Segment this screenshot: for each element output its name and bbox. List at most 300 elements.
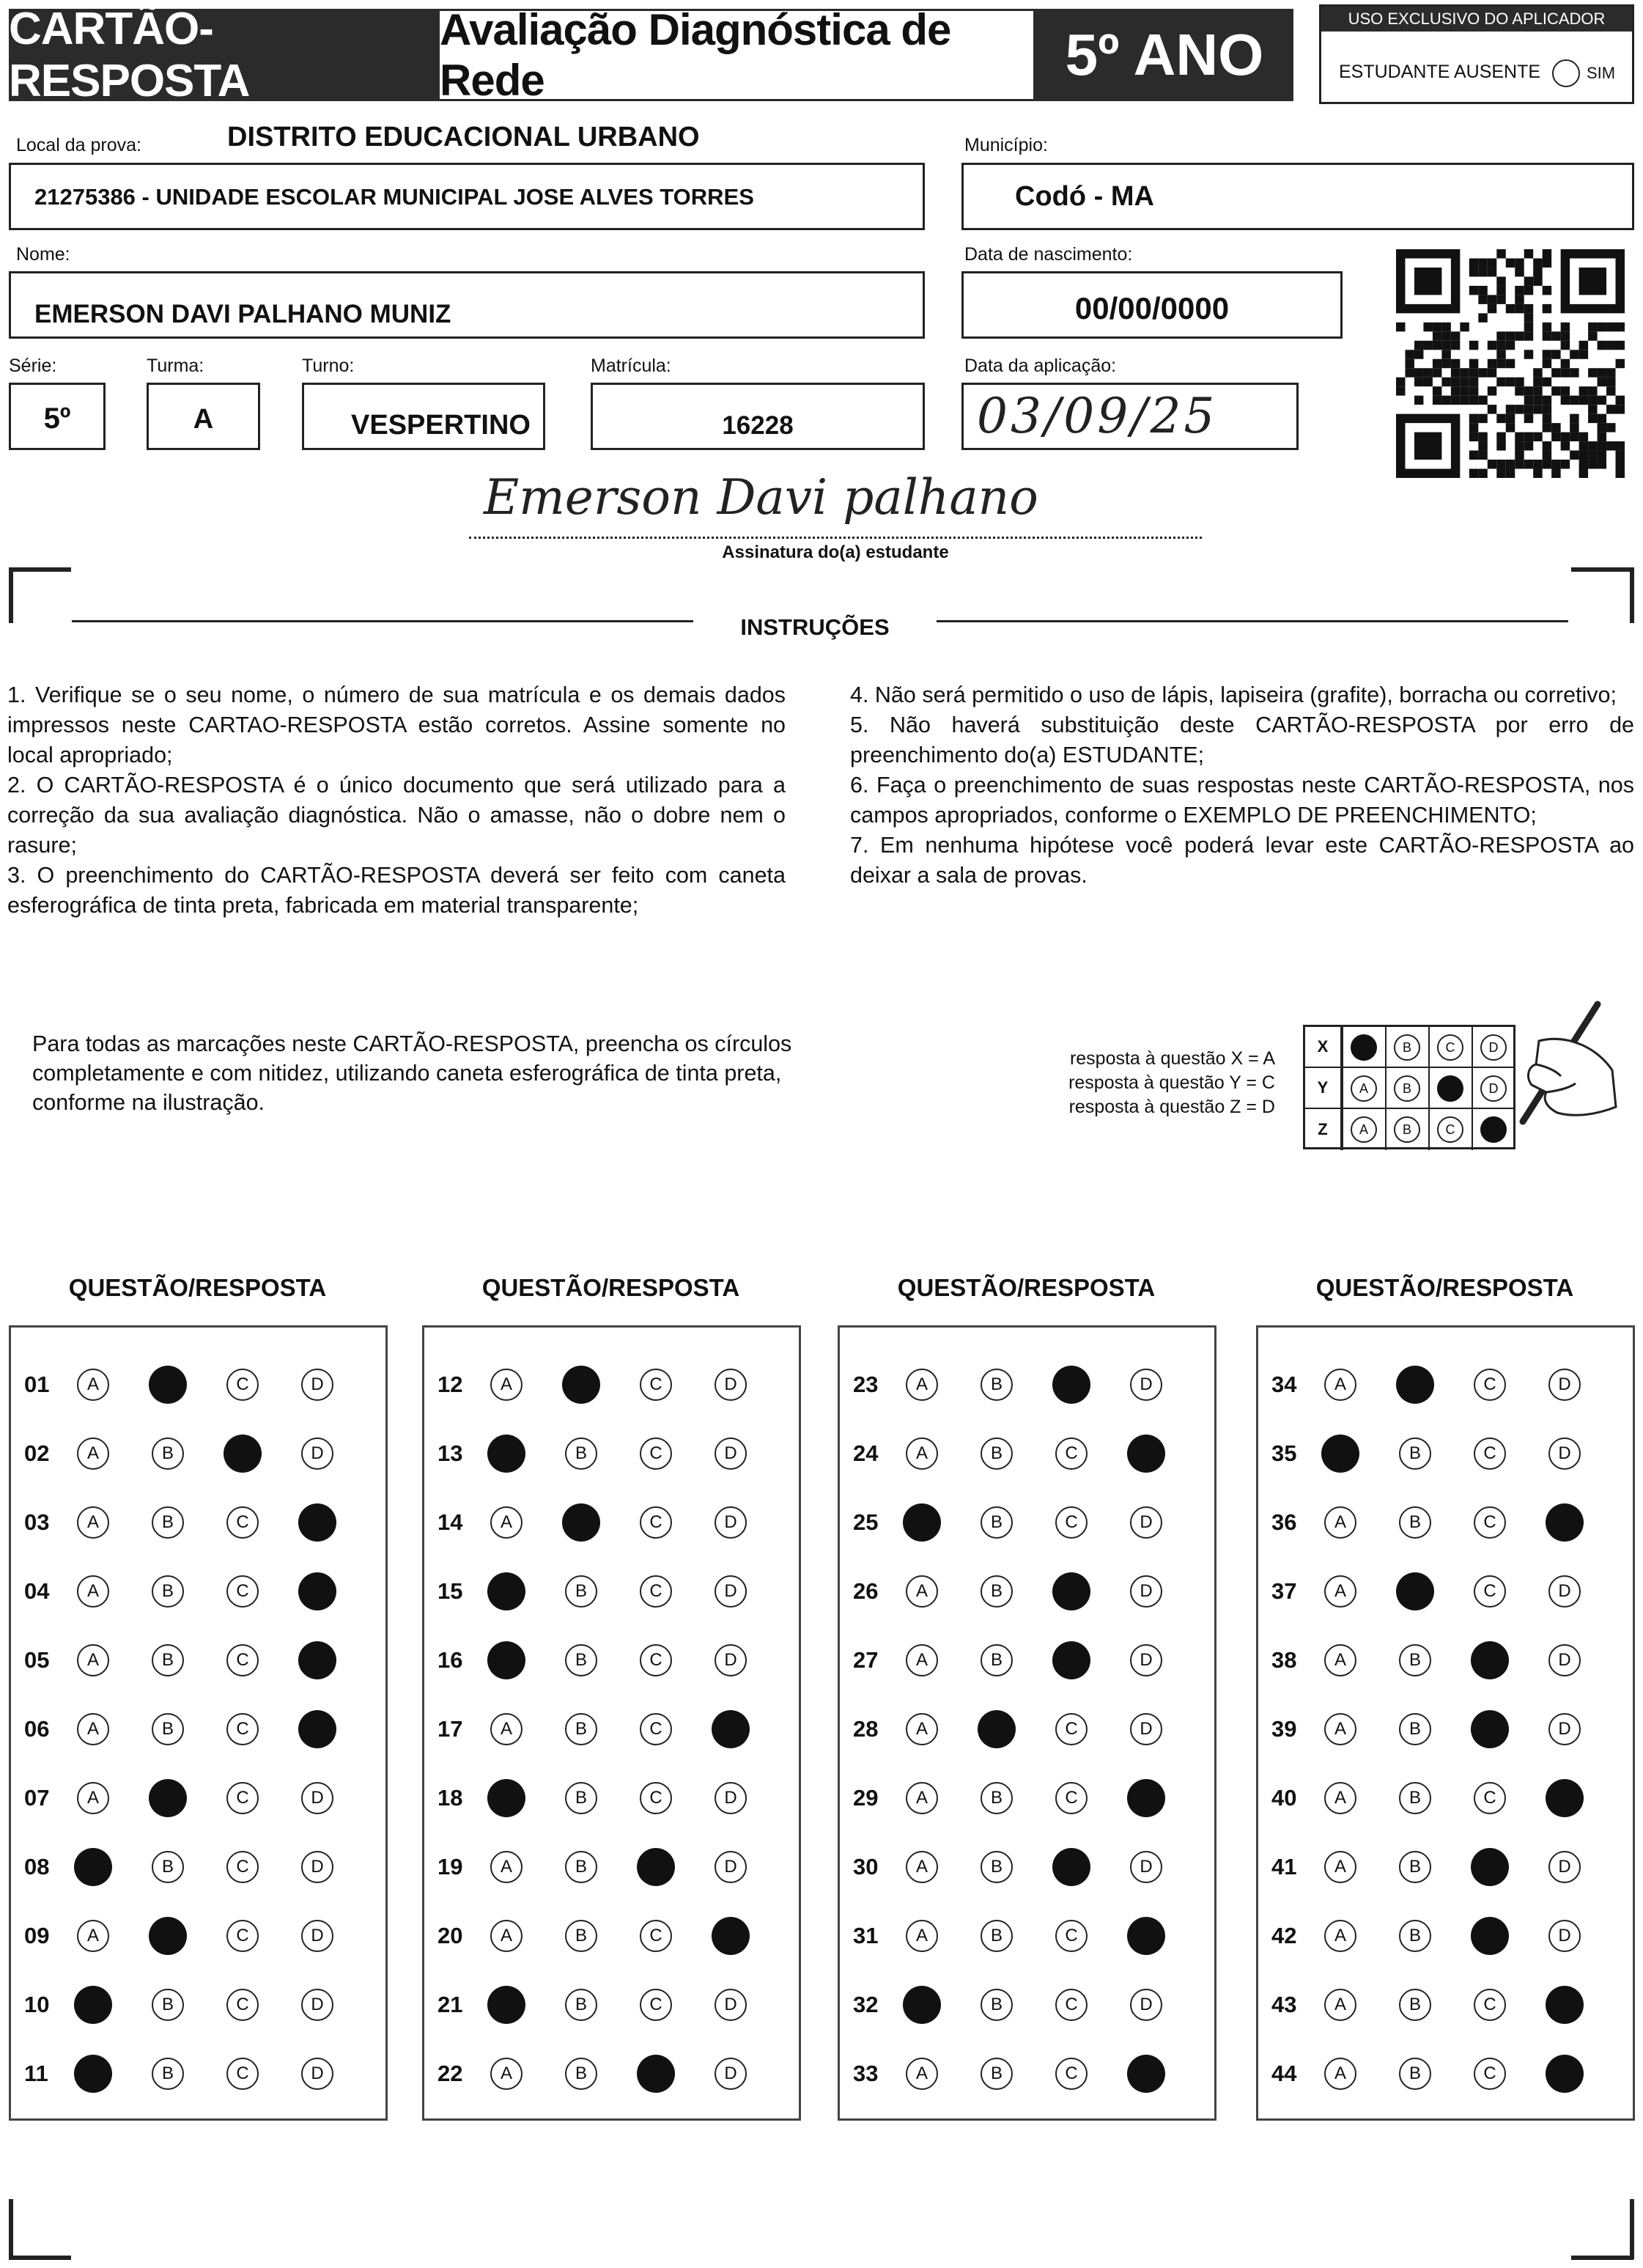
question-number: 12	[437, 1372, 463, 1397]
name-label: Nome:	[16, 244, 70, 265]
answer-bubble-b[interactable]: B	[565, 1989, 597, 2021]
answer-bubble-c[interactable]: C	[1471, 1641, 1509, 1679]
answer-bubble-b[interactable]: B	[149, 1366, 187, 1404]
example-cell-divider	[1385, 1027, 1387, 1067]
answer-bubble-a[interactable]: A	[903, 1503, 941, 1542]
column-title: QUESTÃO/RESPOSTA	[481, 1274, 740, 1301]
example-cell-divider	[1385, 1109, 1387, 1150]
answer-bubble-b[interactable]: B	[981, 1920, 1013, 1952]
answer-bubble-d[interactable]: D	[1546, 1986, 1584, 2024]
answer-bubble-a[interactable]: A	[490, 1851, 523, 1883]
card-title: CARTÃO-RESPOSTA	[9, 9, 437, 101]
answer-bubble-c[interactable]: C	[637, 2055, 675, 2093]
answer-bubble-d[interactable]: D	[712, 1710, 750, 1748]
answer-bubble-d[interactable]: D	[1548, 1851, 1581, 1883]
example-bubble: B	[1394, 1075, 1420, 1102]
column-title: QUESTÃO/RESPOSTA	[897, 1274, 1156, 1301]
turno: VESPERTINO	[351, 410, 531, 441]
answer-bubble-c[interactable]: C	[640, 1920, 672, 1952]
answer-bubble-c[interactable]: C	[1474, 1782, 1506, 1814]
question-number: 01	[24, 1372, 50, 1397]
answer-bubble-b[interactable]: B	[565, 1575, 597, 1608]
question-number: 30	[853, 1854, 879, 1879]
absent-label: ESTUDANTE AUSENTE	[1339, 62, 1541, 82]
instruction-item: 1. Verifique se o seu nome, o número de sua matrícula e os demais dados impressos neste CARTAO-RESPOSTA estão corretos. Assine somente no local apropriado;	[7, 682, 786, 767]
answer-bubble-b[interactable]: B	[565, 2058, 597, 2090]
question-row	[1258, 1836, 1633, 1895]
question-row	[11, 1767, 385, 1826]
instruction-item: 4. Não será permitido o uso de lápis, lapiseira (grafite), borracha ou corretivo;	[850, 682, 1617, 707]
example-bubble: C	[1437, 1034, 1463, 1061]
question-row	[840, 1974, 1214, 2033]
answer-bubble-d[interactable]: D	[1127, 1435, 1165, 1473]
answer-bubble-a[interactable]: A	[74, 1848, 112, 1886]
answer-bubble-c[interactable]: C	[1474, 1575, 1506, 1608]
application-date-field[interactable]	[961, 383, 1299, 450]
answer-bubble-d[interactable]: D	[301, 1437, 333, 1470]
answer-bubble-a[interactable]: A	[490, 2058, 523, 2090]
question-number: 02	[24, 1440, 50, 1466]
divider	[72, 620, 693, 622]
answer-bubble-b[interactable]: B	[981, 2058, 1013, 2090]
answer-bubble-c[interactable]: C	[1052, 1572, 1090, 1610]
application-date-label: Data da aplicação:	[964, 356, 1117, 376]
answer-bubble-a[interactable]: A	[77, 1369, 109, 1401]
answer-bubble-c[interactable]: C	[1055, 1989, 1088, 2021]
answer-bubble-c[interactable]: C	[640, 1575, 672, 1608]
answer-bubble-c[interactable]: C	[226, 2058, 259, 2090]
answer-bubble-a[interactable]: A	[77, 1575, 109, 1608]
question-row	[1258, 1354, 1633, 1413]
answer-bubble-d[interactable]: D	[298, 1641, 336, 1679]
answer-bubble-b[interactable]: B	[981, 1851, 1013, 1883]
answer-bubble-d[interactable]: D	[715, 1782, 747, 1814]
answer-bubble-c[interactable]: C	[1055, 1920, 1088, 1952]
answer-bubble-d[interactable]: D	[1546, 2055, 1584, 2093]
answer-bubble-a[interactable]: A	[490, 1713, 523, 1745]
answer-bubble-a[interactable]: A	[74, 1986, 112, 2024]
answer-bubble-d[interactable]: D	[1127, 1917, 1165, 1955]
answer-bubble-a[interactable]: A	[903, 1986, 941, 2024]
question-row	[1258, 1492, 1633, 1550]
answer-bubble-d[interactable]: D	[1548, 1713, 1581, 1745]
question-row	[840, 1836, 1214, 1895]
answer-bubble-d[interactable]: D	[1130, 1506, 1162, 1539]
answer-bubble-c[interactable]: C	[226, 1575, 259, 1608]
answer-bubble-b[interactable]: B	[1396, 1572, 1434, 1610]
school-name: 21275386 - UNIDADE ESCOLAR MUNICIPAL JOSE ALVES TORRES	[34, 184, 754, 210]
question-row	[1258, 1423, 1633, 1481]
answer-bubble-b[interactable]: B	[981, 1644, 1013, 1676]
example-row	[1305, 1109, 1513, 1150]
answer-bubble-a[interactable]: A	[906, 1713, 938, 1745]
answer-bubble-c[interactable]: C	[640, 1644, 672, 1676]
answer-bubble-c[interactable]: C	[1055, 1437, 1088, 1470]
answer-bubble-d[interactable]: D	[298, 1710, 336, 1748]
municipio-label: Município:	[964, 135, 1048, 155]
answer-bubble-d[interactable]: D	[301, 2058, 333, 2090]
answer-bubble-b[interactable]: B	[1399, 1989, 1431, 2021]
answer-bubble-b[interactable]: B	[152, 1989, 184, 2021]
question-row	[1258, 1974, 1633, 2033]
answer-bubble-b[interactable]: B	[152, 1437, 184, 1470]
question-row	[424, 1836, 799, 1895]
question-row	[11, 1836, 385, 1895]
instructions-right	[850, 680, 1634, 891]
answer-bubble-c[interactable]: C	[226, 1989, 259, 2021]
question-row	[11, 1492, 385, 1550]
answer-bubble-c[interactable]: C	[226, 1644, 259, 1676]
answer-bubble-b[interactable]: B	[1399, 1851, 1431, 1883]
answer-bubble-b[interactable]: B	[1396, 1366, 1434, 1404]
answer-bubble-b[interactable]: B	[978, 1710, 1016, 1748]
question-number: 04	[24, 1578, 50, 1604]
answer-bubble-c[interactable]: C	[1474, 1437, 1506, 1470]
divider	[937, 620, 1568, 622]
question-number: 41	[1271, 1854, 1297, 1879]
question-number: 13	[437, 1440, 463, 1466]
question-row	[424, 1423, 799, 1481]
answer-bubble-b[interactable]: B	[981, 1437, 1013, 1470]
answer-bubble-c[interactable]: C	[637, 1848, 675, 1886]
answer-bubble-a[interactable]: A	[490, 1506, 523, 1539]
answer-bubble-b[interactable]: B	[981, 1506, 1013, 1539]
example-bubble: A	[1351, 1034, 1377, 1061]
answer-bubble-a[interactable]: A	[906, 1575, 938, 1608]
instruction-item: 3. O preenchimento do CARTÃO-RESPOSTA deverá ser feito com caneta esferográfica de tinta preta, fabricada em material transparente;	[7, 863, 786, 918]
answer-bubble-c[interactable]: C	[640, 1782, 672, 1814]
answer-bubble-d[interactable]: D	[715, 1851, 747, 1883]
answer-bubble-c[interactable]: C	[224, 1435, 262, 1473]
question-number: 33	[853, 2061, 879, 2086]
answer-bubble-d[interactable]: D	[301, 1920, 333, 1952]
question-number: 20	[437, 1923, 463, 1948]
question-number: 10	[24, 1992, 50, 2017]
question-number: 14	[437, 1509, 463, 1535]
example-row-key: Y	[1305, 1068, 1342, 1108]
answer-bubble-d[interactable]: D	[1548, 1369, 1581, 1401]
answer-bubble-d[interactable]: D	[298, 1572, 336, 1610]
birth-label: Data de nascimento:	[964, 244, 1133, 265]
column-title: QUESTÃO/RESPOSTA	[1315, 1274, 1574, 1301]
example-bubble: A	[1351, 1116, 1377, 1143]
question-row	[840, 1698, 1214, 1757]
corner-mark	[1630, 2199, 1634, 2259]
answer-bubble-c[interactable]: C	[1474, 1989, 1506, 2021]
answer-bubble-c[interactable]: C	[1471, 1917, 1509, 1955]
grade-label: 5º ANO	[1035, 9, 1293, 101]
example-line: resposta à questão Y = C	[1068, 1072, 1275, 1093]
question-number: 28	[853, 1716, 879, 1742]
corner-mark	[9, 2199, 13, 2259]
answer-bubble-d[interactable]: D	[1130, 1851, 1162, 1883]
answer-bubble-d[interactable]: D	[301, 1782, 333, 1814]
answer-bubble-a[interactable]: A	[1324, 1989, 1356, 2021]
answer-bubble-b[interactable]: B	[981, 1782, 1013, 1814]
answer-bubble-b[interactable]: B	[1399, 1713, 1431, 1745]
question-row	[11, 1423, 385, 1481]
answer-bubble-b[interactable]: B	[565, 1851, 597, 1883]
example-row	[1305, 1068, 1513, 1109]
question-number: 07	[24, 1785, 50, 1811]
birth-date: 00/00/0000	[1074, 291, 1230, 325]
question-row	[11, 1698, 385, 1757]
answer-bubble-c[interactable]: C	[640, 1506, 672, 1539]
answer-bubble-a[interactable]: A	[906, 1644, 938, 1676]
answer-bubble-c[interactable]: C	[226, 1920, 259, 1952]
answer-bubble-d[interactable]: D	[715, 1575, 747, 1608]
answer-bubble-a[interactable]: A	[490, 1920, 523, 1952]
question-row	[424, 1492, 799, 1550]
question-row	[424, 1561, 799, 1619]
answer-bubble-d[interactable]: D	[301, 1851, 333, 1883]
pen-hand-icon	[1488, 997, 1620, 1144]
answer-bubble-c[interactable]: C	[226, 1369, 259, 1401]
answer-bubble-c[interactable]: C	[226, 1713, 259, 1745]
question-row	[1258, 1698, 1633, 1757]
local-label: Local da prova:	[16, 135, 141, 155]
column-title: QUESTÃO/RESPOSTA	[68, 1274, 327, 1301]
question-row	[840, 1905, 1214, 1964]
example-cell-divider	[1472, 1027, 1473, 1067]
answer-bubble-a[interactable]: A	[74, 2055, 112, 2093]
answer-bubble-a[interactable]: A	[906, 1782, 938, 1814]
answer-bubble-a[interactable]: A	[77, 1782, 109, 1814]
answer-bubble-a[interactable]: A	[1324, 1713, 1356, 1745]
answer-bubble-b[interactable]: B	[1399, 1506, 1431, 1539]
example-bubble: D	[1480, 1116, 1507, 1143]
answer-bubble-c[interactable]: C	[1474, 1369, 1506, 1401]
answer-bubble-b[interactable]: B	[981, 1989, 1013, 2021]
example-cell-divider	[1385, 1068, 1387, 1108]
answer-bubble-a[interactable]: A	[1324, 1920, 1356, 1952]
answer-bubble-a[interactable]: A	[1324, 1575, 1356, 1608]
answer-bubble-a[interactable]: A	[1324, 1782, 1356, 1814]
answer-bubble-c[interactable]: C	[1055, 1506, 1088, 1539]
question-row	[11, 1561, 385, 1619]
corner-mark	[9, 2256, 71, 2260]
question-number: 35	[1271, 1440, 1297, 1466]
example-cell-divider	[1472, 1068, 1473, 1108]
answer-bubble-b[interactable]: B	[565, 1713, 597, 1745]
answer-bubble-c[interactable]: C	[640, 1437, 672, 1470]
answer-bubble-a[interactable]: A	[1324, 2058, 1356, 2090]
example-cell-divider	[1428, 1027, 1430, 1067]
answer-bubble-a[interactable]: A	[77, 1713, 109, 1745]
answer-bubble-d[interactable]: D	[1130, 1713, 1162, 1745]
answer-bubble-c[interactable]: C	[1055, 2058, 1088, 2090]
example-cell-divider	[1342, 1068, 1343, 1108]
answer-bubble-b[interactable]: B	[149, 1779, 187, 1817]
answer-bubble-d[interactable]: D	[301, 1989, 333, 2021]
question-number: 29	[853, 1785, 879, 1811]
answer-bubble-a[interactable]: A	[490, 1369, 523, 1401]
answer-bubble-d[interactable]: D	[1548, 1575, 1581, 1608]
answer-bubble-b[interactable]: B	[1399, 2058, 1431, 2090]
question-number: 21	[437, 1992, 463, 2017]
question-number: 42	[1271, 1923, 1297, 1948]
answer-bubble-b[interactable]: B	[981, 1369, 1013, 1401]
answer-bubble-c[interactable]: C	[1052, 1366, 1090, 1404]
answer-bubble-a[interactable]: A	[487, 1435, 525, 1473]
question-row	[424, 1698, 799, 1757]
answer-bubble-d[interactable]: D	[715, 1369, 747, 1401]
question-column	[1256, 1325, 1635, 2121]
answer-bubble-c[interactable]: C	[640, 1989, 672, 2021]
answer-bubble-b[interactable]: B	[981, 1575, 1013, 1608]
question-number: 36	[1271, 1509, 1297, 1535]
question-number: 43	[1271, 1992, 1297, 2017]
example-grid	[1303, 1025, 1515, 1149]
serie-field	[9, 383, 106, 450]
answer-bubble-d[interactable]: D	[1130, 1989, 1162, 2021]
applicator-box	[1319, 4, 1634, 104]
answer-bubble-a[interactable]: A	[487, 1572, 525, 1610]
name-field	[9, 271, 925, 339]
answer-bubble-d[interactable]: D	[1548, 1644, 1581, 1676]
answer-bubble-a[interactable]: A	[487, 1986, 525, 2024]
answer-bubble-d[interactable]: D	[298, 1503, 336, 1542]
answer-bubble-b[interactable]: B	[152, 1851, 184, 1883]
question-row	[424, 1767, 799, 1826]
turno-field	[302, 383, 545, 450]
answer-bubble-d[interactable]: D	[1548, 1920, 1581, 1952]
answer-bubble-b[interactable]: B	[565, 1644, 597, 1676]
answer-bubble-a[interactable]: A	[906, 1437, 938, 1470]
answer-bubble-a[interactable]: A	[77, 1644, 109, 1676]
answer-bubble-c[interactable]: C	[1471, 1710, 1509, 1748]
example-bubble: D	[1480, 1075, 1507, 1102]
question-number: 19	[437, 1854, 463, 1879]
answer-bubble-b[interactable]: B	[1399, 1782, 1431, 1814]
answer-bubble-b[interactable]: B	[565, 1920, 597, 1952]
question-number: 38	[1271, 1647, 1297, 1673]
answer-bubble-b[interactable]: B	[152, 1506, 184, 1539]
answer-bubble-b[interactable]: B	[152, 1713, 184, 1745]
answer-bubble-b[interactable]: B	[152, 1575, 184, 1608]
answer-bubble-c[interactable]: C	[1052, 1641, 1090, 1679]
answer-bubble-d[interactable]: D	[1548, 1437, 1581, 1470]
question-number: 44	[1271, 2061, 1297, 2086]
answer-bubble-d[interactable]: D	[715, 1644, 747, 1676]
answer-bubble-d[interactable]: D	[1130, 1644, 1162, 1676]
answer-bubble-c[interactable]: C	[640, 1369, 672, 1401]
answer-bubble-a[interactable]: A	[1324, 1506, 1356, 1539]
answer-bubble-c[interactable]: C	[1474, 2058, 1506, 2090]
answer-bubble-c[interactable]: C	[1471, 1848, 1509, 1886]
school-field	[9, 163, 925, 230]
answer-bubble-a[interactable]: A	[906, 1851, 938, 1883]
answer-bubble-b[interactable]: B	[1399, 1920, 1431, 1952]
answer-bubble-a[interactable]: A	[906, 2058, 938, 2090]
matricula-label: Matrícula:	[591, 356, 671, 376]
question-column	[422, 1325, 801, 2121]
application-date: 03/09/25	[977, 388, 1218, 444]
answer-bubble-d[interactable]: D	[712, 1917, 750, 1955]
answer-bubble-c[interactable]: C	[226, 1851, 259, 1883]
answer-bubble-d[interactable]: D	[1546, 1503, 1584, 1542]
question-number: 31	[853, 1923, 879, 1948]
absent-bubble[interactable]	[1552, 59, 1580, 87]
question-row	[11, 2043, 385, 2102]
answer-bubble-c[interactable]: C	[226, 1506, 259, 1539]
answer-bubble-b[interactable]: B	[152, 1644, 184, 1676]
answer-bubble-c[interactable]: C	[1055, 1782, 1088, 1814]
question-number: 08	[24, 1854, 50, 1879]
answer-bubble-b[interactable]: B	[562, 1366, 600, 1404]
answer-bubble-c[interactable]: C	[640, 1713, 672, 1745]
municipio: Codó - MA	[1015, 181, 1154, 212]
applicator-header: USO EXCLUSIVO DO APLICADOR	[1321, 7, 1632, 32]
answer-bubble-d[interactable]: D	[1130, 1369, 1162, 1401]
answer-bubble-a[interactable]: A	[77, 1506, 109, 1539]
answer-bubble-d[interactable]: D	[1127, 1779, 1165, 1817]
question-row	[1258, 1905, 1633, 1964]
answer-bubble-b[interactable]: B	[152, 2058, 184, 2090]
answer-bubble-d[interactable]: D	[715, 1989, 747, 2021]
corner-mark	[9, 567, 71, 572]
question-row	[1258, 1767, 1633, 1826]
answer-bubble-d[interactable]: D	[715, 1437, 747, 1470]
district: DISTRITO EDUCACIONAL URBANO	[227, 122, 700, 152]
answer-bubble-a[interactable]: A	[77, 1437, 109, 1470]
answer-bubble-d[interactable]: D	[715, 2058, 747, 2090]
answer-bubble-c[interactable]: C	[1474, 1506, 1506, 1539]
example-row-key: Z	[1305, 1109, 1342, 1150]
answer-bubble-d[interactable]: D	[715, 1506, 747, 1539]
answer-bubble-d[interactable]: D	[1127, 2055, 1165, 2093]
turma: A	[193, 404, 214, 435]
answer-bubble-a[interactable]: A	[77, 1920, 109, 1952]
answer-bubble-a[interactable]: A	[906, 1920, 938, 1952]
question-row	[424, 1630, 799, 1688]
student-name: EMERSON DAVI PALHANO MUNIZ	[34, 300, 451, 328]
question-number: 26	[853, 1578, 879, 1604]
serie: 5º	[43, 402, 71, 435]
answer-bubble-a[interactable]: A	[1324, 1851, 1356, 1883]
answer-bubble-a[interactable]: A	[906, 1369, 938, 1401]
question-number: 11	[24, 2061, 48, 2086]
answer-bubble-b[interactable]: B	[565, 1782, 597, 1814]
question-number: 05	[24, 1647, 50, 1673]
answer-bubble-d[interactable]: D	[1546, 1779, 1584, 1817]
question-column	[838, 1325, 1216, 2121]
question-number: 39	[1271, 1716, 1297, 1742]
question-row	[11, 1354, 385, 1413]
answer-bubble-b[interactable]: B	[562, 1503, 600, 1542]
matricula-field	[591, 383, 925, 450]
answer-bubble-b[interactable]: B	[1399, 1644, 1431, 1676]
answer-bubble-d[interactable]: D	[1130, 1575, 1162, 1608]
answer-bubble-c[interactable]: C	[226, 1782, 259, 1814]
question-row	[11, 1630, 385, 1688]
answer-bubble-c[interactable]: C	[1055, 1713, 1088, 1745]
answer-bubble-a[interactable]: A	[487, 1641, 525, 1679]
answer-bubble-b[interactable]: B	[1399, 1437, 1431, 1470]
answer-bubble-c[interactable]: C	[1052, 1848, 1090, 1886]
answer-bubble-b[interactable]: B	[149, 1917, 187, 1955]
answer-bubble-a[interactable]: A	[487, 1779, 525, 1817]
answer-bubble-a[interactable]: A	[1324, 1369, 1356, 1401]
answer-bubble-a[interactable]: A	[1324, 1644, 1356, 1676]
question-row	[424, 1354, 799, 1413]
question-row	[840, 1561, 1214, 1619]
answer-bubble-d[interactable]: D	[301, 1369, 333, 1401]
question-number: 25	[853, 1509, 879, 1535]
answer-bubble-b[interactable]: B	[565, 1437, 597, 1470]
answer-bubble-a[interactable]: A	[1321, 1435, 1359, 1473]
question-number: 22	[437, 2061, 463, 2086]
